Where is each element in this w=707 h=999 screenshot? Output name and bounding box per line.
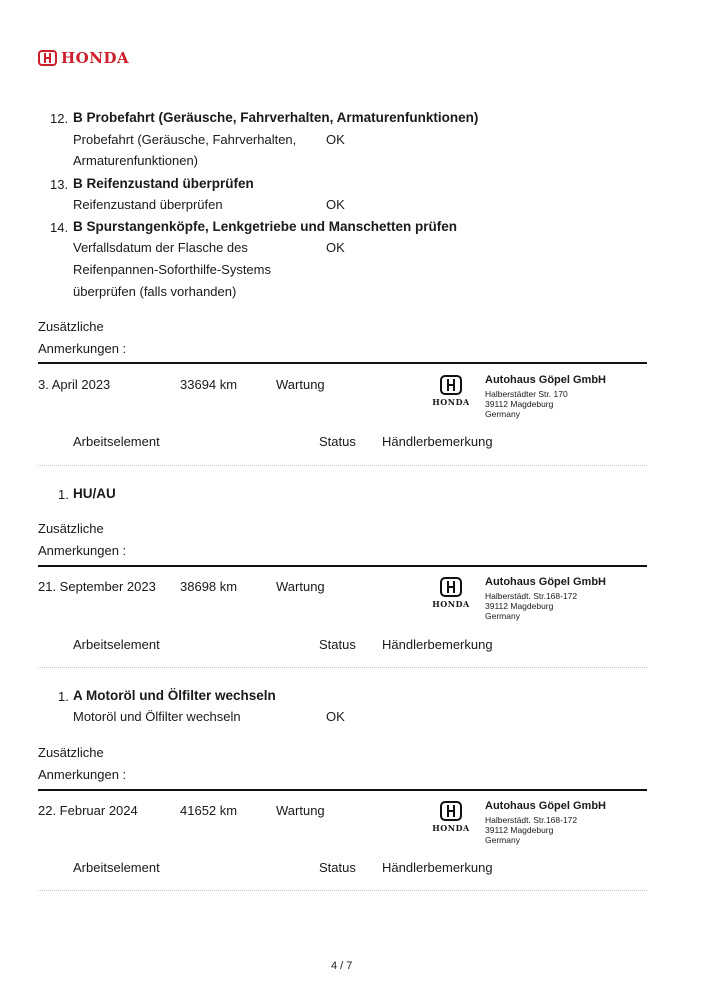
- dealer-country: Germany: [485, 409, 520, 419]
- entry-date: 3. April 2023: [38, 377, 111, 392]
- header-divider: [38, 667, 647, 668]
- honda-logo: [38, 49, 129, 67]
- col-header-status: Status: [319, 434, 356, 449]
- dealer-honda-icon: [427, 577, 475, 611]
- col-header-remarks: Händlerbemerkung: [382, 860, 493, 875]
- entry-type: Wartung: [276, 377, 325, 392]
- entry-km: 38698 km: [180, 579, 238, 594]
- dealer-street: Halberstädt. Str.168-172: [485, 815, 578, 825]
- item-status: OK: [326, 240, 345, 255]
- item-number: 1.: [58, 487, 69, 502]
- honda-h-icon: [38, 50, 57, 66]
- item-title: A Motoröl und Ölfilter wechseln: [73, 688, 276, 703]
- dealer-honda-icon: [427, 801, 475, 835]
- item-title: B Spurstangenköpfe, Lenkgetriebe und Manschetten prüfen: [73, 219, 458, 234]
- dealer-logo-word: HONDA: [432, 397, 470, 407]
- remarks-label: Anmerkungen :: [38, 341, 127, 356]
- col-header-remarks: Händlerbemerkung: [382, 434, 493, 449]
- item-desc: Armaturenfunktionen): [73, 153, 199, 168]
- col-header-status: Status: [319, 860, 356, 875]
- col-header-status: Status: [319, 637, 356, 652]
- col-header-remarks: Händlerbemerkung: [382, 637, 493, 652]
- item-title: B Probefahrt (Geräusche, Fahrverhalten, Armaturenfunktionen): [73, 110, 479, 125]
- dealer-country: Germany: [485, 835, 520, 845]
- dealer-city: 39112 Magdeburg: [485, 825, 554, 835]
- remarks-label: Zusätzliche: [38, 521, 104, 536]
- dealer-name: Autohaus Göpel GmbH: [485, 800, 606, 812]
- entry-type: Wartung: [276, 803, 325, 818]
- item-number: 1.: [58, 689, 69, 704]
- item-number: 13.: [50, 177, 69, 192]
- entry-date: 22. Februar 2024: [38, 803, 138, 818]
- entry-km: 41652 km: [180, 803, 238, 818]
- item-desc: Reifenzustand überprüfen: [73, 197, 223, 212]
- remarks-label: Anmerkungen :: [38, 767, 127, 782]
- header-divider: [38, 465, 647, 466]
- item-title: B Reifenzustand überprüfen: [73, 176, 254, 191]
- col-header-element: Arbeitselement: [73, 434, 160, 449]
- dealer-city: 39112 Magdeburg: [485, 399, 554, 409]
- dealer-city: 39112 Magdeburg: [485, 601, 554, 611]
- item-number: 14.: [50, 220, 69, 235]
- item-desc: Reifenpannen-Soforthilfe-Systems: [73, 262, 271, 277]
- item-desc: Motoröl und Ölfilter wechseln: [73, 709, 241, 724]
- remarks-label: Zusätzliche: [38, 745, 104, 760]
- entry-divider: [38, 565, 647, 567]
- item-desc: überprüfen (falls vorhanden): [73, 284, 237, 299]
- item-status: OK: [326, 709, 345, 724]
- dealer-logo-word: HONDA: [432, 599, 470, 609]
- dealer-logo-word: HONDA: [432, 823, 470, 833]
- entry-km: 33694 km: [180, 377, 238, 392]
- entry-date: 21. September 2023: [38, 579, 156, 594]
- item-title: HU/AU: [73, 486, 116, 501]
- item-status: OK: [326, 132, 345, 147]
- item-desc: Probefahrt (Geräusche, Fahrverhalten,: [73, 132, 297, 147]
- page-number: 4 / 7: [331, 960, 353, 972]
- entry-type: Wartung: [276, 579, 325, 594]
- dealer-street: Halberstädter Str. 170: [485, 389, 568, 399]
- entry-divider: [38, 362, 647, 364]
- item-number: 12.: [50, 111, 69, 126]
- col-header-element: Arbeitselement: [73, 860, 160, 875]
- item-desc: Verfallsdatum der Flasche des: [73, 240, 248, 255]
- dealer-country: Germany: [485, 611, 520, 621]
- header-divider: [38, 890, 647, 891]
- item-status: OK: [326, 197, 345, 212]
- dealer-name: Autohaus Göpel GmbH: [485, 576, 606, 588]
- entry-divider: [38, 789, 647, 791]
- remarks-label: Zusätzliche: [38, 319, 104, 334]
- dealer-street: Halberstädt. Str.168-172: [485, 591, 578, 601]
- remarks-label: Anmerkungen :: [38, 543, 127, 558]
- dealer-honda-icon: [427, 375, 475, 409]
- col-header-element: Arbeitselement: [73, 637, 160, 652]
- logo-text: HONDA: [61, 49, 130, 67]
- dealer-name: Autohaus Göpel GmbH: [485, 374, 606, 386]
